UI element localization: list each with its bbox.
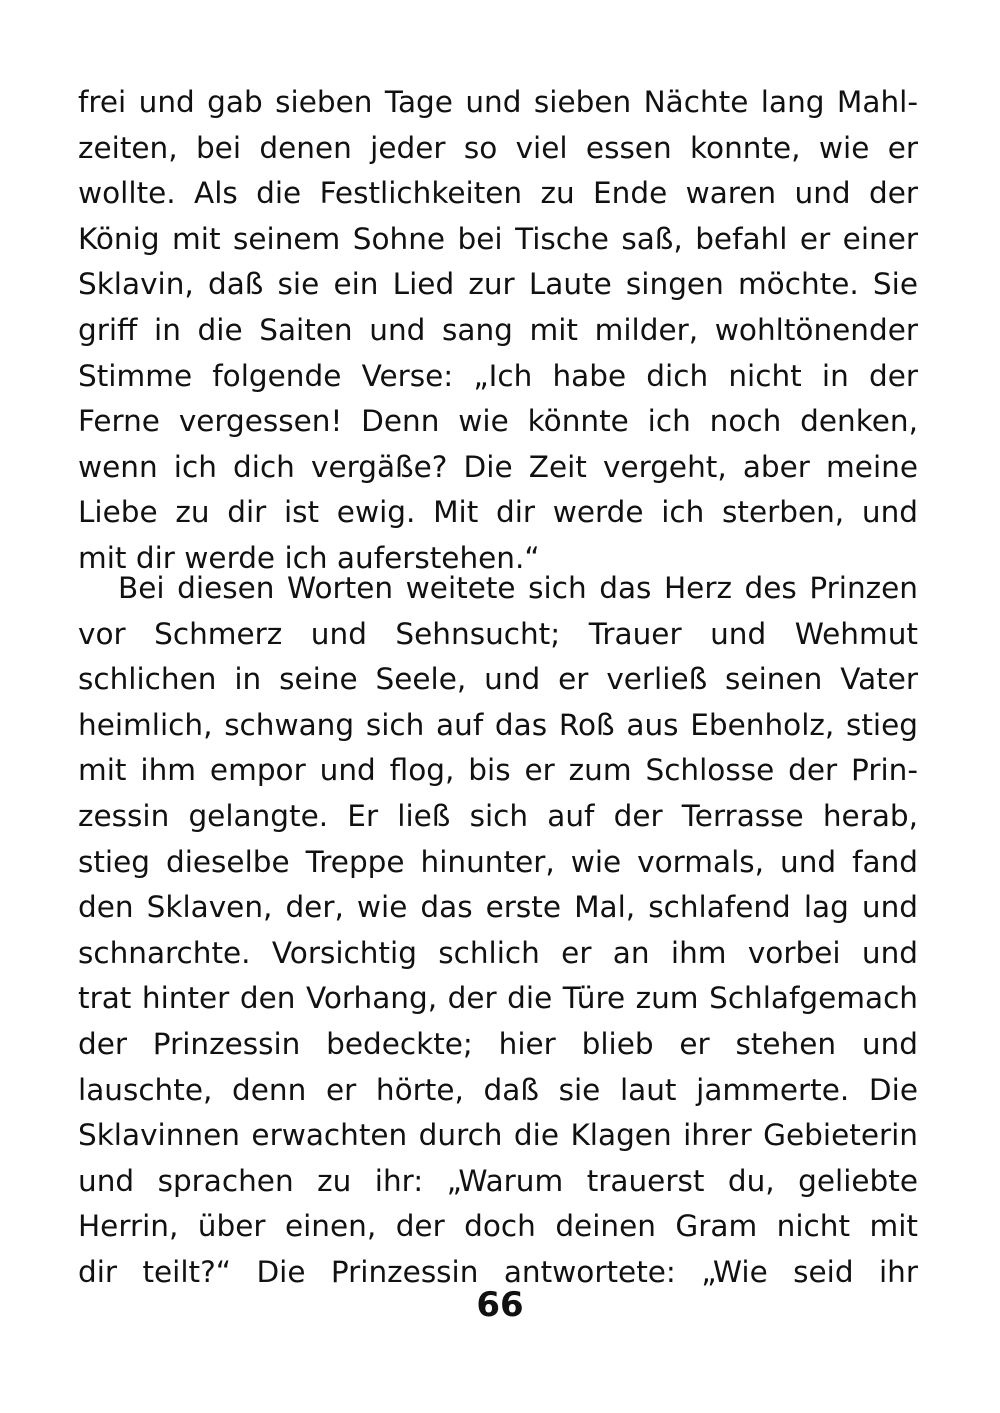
text-line: schlichen in seine Seele, und er verließ seinen Vater [78, 662, 918, 697]
text-line: heimlich, schwang sich auf das Roß aus Ebenholz, stieg [78, 707, 918, 742]
text-line: dir teilt?“ Die Prinzessin antwortete: „Wie seid ihr [78, 1254, 918, 1289]
text-line: zeiten, bei denen jeder so viel essen konnte, wie er [78, 130, 918, 165]
text-line: Stimme folgende Verse: „Ich habe dich nicht in der [78, 358, 918, 393]
text-line: schnarchte. Vorsichtig schlich er an ihm vorbei und [78, 935, 918, 970]
page-number: 66 [476, 1285, 524, 1325]
text-line: Bei diesen Worten weitete sich das Herz des Prinzen [118, 571, 918, 605]
paragraph-2 [78, 566, 918, 1296]
text-line: Sklavinnen erwachten durch die Klagen ihrer Gebieterin [78, 1118, 918, 1153]
text-line: wollte. Als die Festlichkeiten zu Ende waren und der [78, 176, 918, 211]
text-line: Ferne vergessen! Denn wie könnte ich noch denken, [78, 404, 918, 439]
text-line: mit dir werde ich auferstehen.“ [78, 540, 540, 575]
text-line: Sklavin, daß sie ein Lied zur Laute singen möchte. Sie [78, 267, 918, 302]
text-line: wenn ich dich vergäße? Die Zeit vergeht, aber meine [78, 449, 918, 484]
paragraph-1 [78, 80, 918, 582]
text-line: griff in die Saiten und sang mit milder, wohltönender [78, 312, 918, 347]
text-line: und sprachen zu ihr: „Warum trauerst du, geliebte [78, 1163, 918, 1198]
text-line: lauschte, denn er hörte, daß sie laut jammerte. Die [78, 1072, 918, 1107]
text-line: mit ihm empor und flog, bis er zum Schlosse der Prin- [78, 753, 918, 788]
text-line: trat hinter den Vorhang, der die Türe zum Schlafgemach [78, 981, 918, 1016]
text-line: zessin gelangte. Er ließ sich auf der Terrasse herab, [78, 798, 918, 833]
text-line: stieg dieselbe Treppe hinunter, wie vormals, und fand [78, 844, 918, 879]
text-line: den Sklaven, der, wie das erste Mal, schlafend lag und [78, 890, 918, 925]
text-line: Herrin, über einen, der doch deinen Gram nicht mit [78, 1209, 918, 1244]
text-line: der Prinzessin bedeckte; hier blieb er stehen und [78, 1026, 918, 1061]
text-line: König mit seinem Sohne bei Tische saß, befahl er einer [78, 221, 918, 256]
text-line: Liebe zu dir ist ewig. Mit dir werde ich sterben, und [78, 495, 918, 530]
text-line: vor Schmerz und Sehnsucht; Trauer und Wehmut [78, 616, 918, 651]
text-line: frei und gab sieben Tage und sieben Nächte lang Mahl- [78, 85, 918, 119]
